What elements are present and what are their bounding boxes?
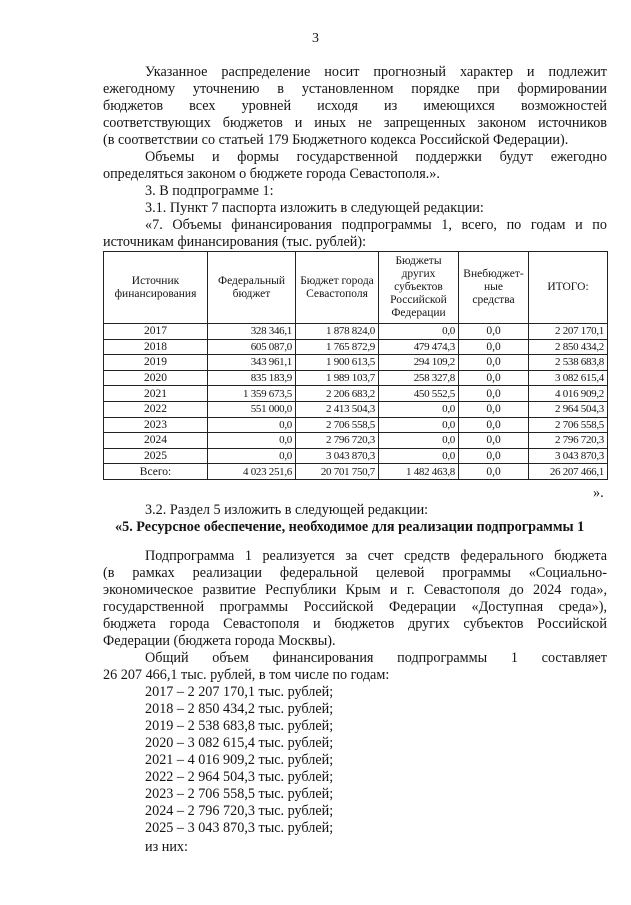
cell-federal: 4 023 251,6 <box>208 464 296 480</box>
cell-total: 3 082 615,4 <box>529 370 608 386</box>
table-row <box>104 464 608 480</box>
cell-federal: 605 087,0 <box>208 339 296 355</box>
cell-extrabudgetary: 0,0 <box>459 386 529 402</box>
cell-total: 2 796 720,3 <box>529 433 608 449</box>
total-line-1: Общий объем финансирования подпрограммы 1 составляет <box>145 650 607 666</box>
section-heading: «5. Ресурсное обеспечение, необходимое для реализации подпрограммы 1 <box>115 519 585 535</box>
cell-other-subjects: 258 327,8 <box>379 370 459 386</box>
cell-total: 2 538 683,8 <box>529 355 608 371</box>
year-line: 2024 – 2 796 720,3 тыс. рублей; <box>145 803 334 819</box>
cell-other-subjects: 0,0 <box>379 448 459 464</box>
cell-year: 2022 <box>104 401 208 417</box>
cell-sevastopol: 20 701 750,7 <box>296 464 379 480</box>
cell-year: 2020 <box>104 370 208 386</box>
cell-sevastopol: 2 796 720,3 <box>296 433 379 449</box>
cell-total: 2 706 558,5 <box>529 417 608 433</box>
cell-extrabudgetary: 0,0 <box>459 355 529 371</box>
intro-line-4: соответствующих бюджетов и иных не запрещенных законом источников <box>103 115 607 131</box>
cell-extrabudgetary: 0,0 <box>459 417 529 433</box>
cell-sevastopol: 1 878 824,0 <box>296 324 379 340</box>
cell-total: 2 850 434,2 <box>529 339 608 355</box>
cell-sevastopol: 3 043 870,3 <box>296 448 379 464</box>
sub-line-1: Подпрограмма 1 реализуется за счет средств федерального бюджета <box>145 548 607 564</box>
cell-sevastopol: 1 989 103,7 <box>296 370 379 386</box>
cell-year: Всего: <box>104 464 208 480</box>
year-line: 2020 – 3 082 615,4 тыс. рублей; <box>145 735 334 751</box>
cell-federal: 551 000,0 <box>208 401 296 417</box>
cell-extrabudgetary: 0,0 <box>459 448 529 464</box>
cell-other-subjects: 0,0 <box>379 401 459 417</box>
cell-other-subjects: 0,0 <box>379 324 459 340</box>
item-3-2: 3.2. Раздел 5 изложить в следующей редакции: <box>145 502 429 518</box>
of-them: из них: <box>145 839 188 855</box>
cell-total: 4 016 909,2 <box>529 386 608 402</box>
table-header-row <box>104 252 608 324</box>
cell-other-subjects: 450 552,5 <box>379 386 459 402</box>
intro-line-3: бюджетов всех уровней исходя из имеющихся возможностей <box>103 98 607 114</box>
cell-extrabudgetary: 0,0 <box>459 401 529 417</box>
cell-year: 2023 <box>104 417 208 433</box>
cell-sevastopol: 1 900 613,5 <box>296 355 379 371</box>
cell-total: 3 043 870,3 <box>529 448 608 464</box>
cell-sevastopol: 2 206 683,2 <box>296 386 379 402</box>
intro-line-5: (в соответствии со статьей 179 Бюджетного кодекса Российской Федерации). <box>103 132 569 148</box>
item-7-line-1: «7. Объемы финансирования подпрограммы 1, всего, по годам и по <box>145 217 607 233</box>
cell-extrabudgetary: 0,0 <box>459 433 529 449</box>
intro-line-1: Указанное распределение носит прогнозный характер и подлежит <box>145 64 607 80</box>
cell-extrabudgetary: 0,0 <box>459 324 529 340</box>
cell-sevastopol: 1 765 872,9 <box>296 339 379 355</box>
table-row <box>104 401 608 417</box>
header-other-subjects: Бюджеты других субъектов Российской Федерации <box>379 252 459 324</box>
cell-year: 2024 <box>104 433 208 449</box>
cell-other-subjects: 294 109,2 <box>379 355 459 371</box>
cell-other-subjects: 0,0 <box>379 417 459 433</box>
table-row <box>104 448 608 464</box>
header-federal: Федеральный бюджет <box>208 252 296 324</box>
sub-line-6: Федерации (бюджета города Москвы). <box>103 633 336 649</box>
cell-year: 2025 <box>104 448 208 464</box>
year-line: 2018 – 2 850 434,2 тыс. рублей; <box>145 701 334 717</box>
cell-extrabudgetary: 0,0 <box>459 339 529 355</box>
cell-extrabudgetary: 0,0 <box>459 370 529 386</box>
table-row <box>104 417 608 433</box>
cell-year: 2017 <box>104 324 208 340</box>
table-row <box>104 386 608 402</box>
header-source: Источник финансирования <box>104 252 208 324</box>
table-row <box>104 433 608 449</box>
header-total: ИТОГО: <box>529 252 608 324</box>
cell-year: 2018 <box>104 339 208 355</box>
sub-line-5: бюджета города Севастополя и бюджетов других субъектов Российской <box>103 616 607 632</box>
year-line: 2022 – 2 964 504,3 тыс. рублей; <box>145 769 334 785</box>
cell-other-subjects: 0,0 <box>379 433 459 449</box>
support-line-1: Объемы и формы государственной поддержки будут ежегодно <box>145 149 607 165</box>
cell-federal: 328 346,1 <box>208 324 296 340</box>
financing-table <box>103 251 608 480</box>
cell-federal: 1 359 673,5 <box>208 386 296 402</box>
item-3-1: 3.1. Пункт 7 паспорта изложить в следующей редакции: <box>145 200 484 216</box>
cell-total: 2 964 504,3 <box>529 401 608 417</box>
cell-sevastopol: 2 413 504,3 <box>296 401 379 417</box>
table-row <box>104 355 608 371</box>
cell-total: 2 207 170,1 <box>529 324 608 340</box>
year-line: 2025 – 3 043 870,3 тыс. рублей; <box>145 820 334 836</box>
cell-year: 2019 <box>104 355 208 371</box>
sub-line-4: государственной программы Российской Федерации «Доступная среда»), <box>103 599 607 615</box>
table-row <box>104 324 608 340</box>
cell-federal: 835 183,9 <box>208 370 296 386</box>
intro-line-2: ежегодному уточнению в установленном порядке при формировании <box>103 81 607 97</box>
cell-federal: 0,0 <box>208 417 296 433</box>
year-line: 2017 – 2 207 170,1 тыс. рублей; <box>145 684 334 700</box>
cell-extrabudgetary: 0,0 <box>459 464 529 480</box>
cell-sevastopol: 2 706 558,5 <box>296 417 379 433</box>
header-sevastopol: Бюджет города Севастополя <box>296 252 379 324</box>
item-3: 3. В подпрограмме 1: <box>145 183 274 199</box>
sub-line-2: (в рамках реализации федеральной целевой программы «Социально- <box>103 565 607 581</box>
cell-other-subjects: 1 482 463,8 <box>379 464 459 480</box>
support-line-2: определяться законом о бюджете города Севастополя.». <box>103 166 440 182</box>
table-row <box>104 339 608 355</box>
cell-federal: 0,0 <box>208 433 296 449</box>
year-line: 2023 – 2 706 558,5 тыс. рублей; <box>145 786 334 802</box>
header-extrabudgetary: Внебюджет-ные средства <box>459 252 529 324</box>
cell-federal: 343 961,1 <box>208 355 296 371</box>
total-line-2: 26 207 466,1 тыс. рублей, в том числе по годам: <box>103 667 390 683</box>
table-row <box>104 370 608 386</box>
year-line: 2021 – 4 016 909,2 тыс. рублей; <box>145 752 334 768</box>
cell-year: 2021 <box>104 386 208 402</box>
sub-line-3: экономическое развитие Республики Крым и г. Севастополя до 2024 года», <box>103 582 607 598</box>
cell-total: 26 207 466,1 <box>529 464 608 480</box>
closing-quote: ». <box>593 485 604 501</box>
year-line: 2019 – 2 538 683,8 тыс. рублей; <box>145 718 334 734</box>
cell-other-subjects: 479 474,3 <box>379 339 459 355</box>
cell-federal: 0,0 <box>208 448 296 464</box>
item-7-line-2: источникам финансирования (тыс. рублей): <box>103 234 367 250</box>
page-number: 3 <box>312 31 319 46</box>
